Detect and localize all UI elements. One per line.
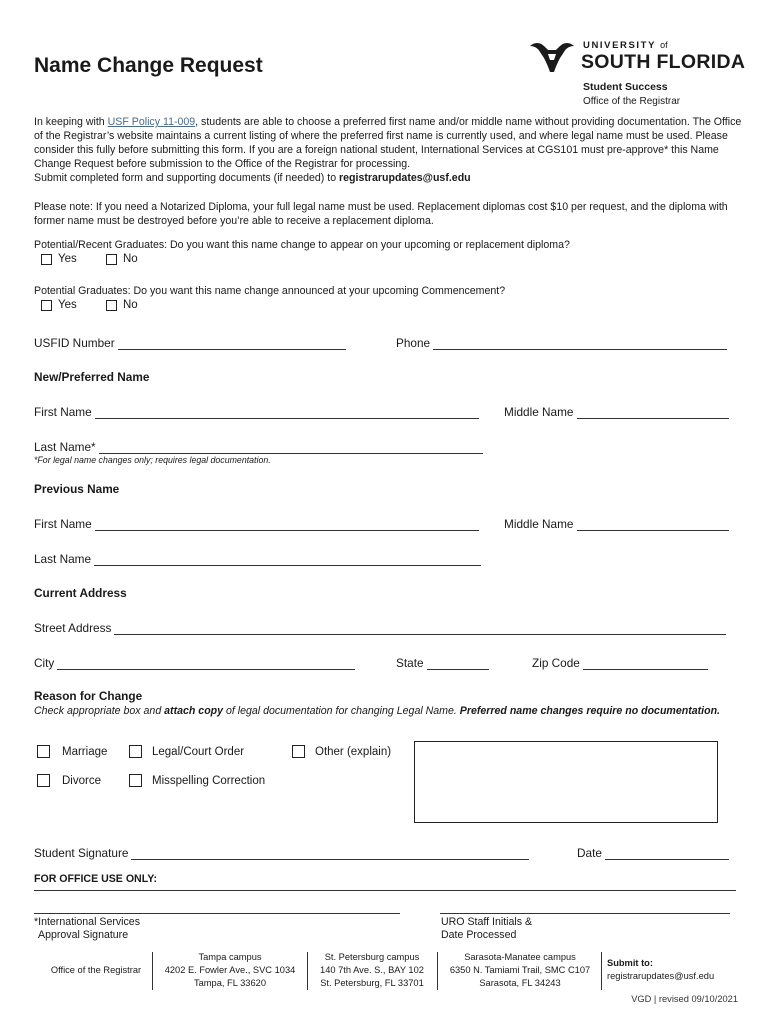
divorce-checkbox[interactable] [37, 774, 50, 787]
other-checkbox[interactable] [292, 745, 305, 758]
explain-textbox[interactable] [414, 741, 718, 823]
logo-office: Office of the Registrar [583, 96, 681, 107]
footer-divider [152, 952, 153, 990]
new-last-name-field[interactable]: Last Name* [34, 440, 483, 454]
marriage-checkbox[interactable] [37, 745, 50, 758]
office-use-divider [34, 890, 736, 891]
zip-field[interactable]: Zip Code [532, 656, 708, 670]
zip-line[interactable] [583, 658, 708, 670]
legal-name-note: *For legal name changes only; requires legal documentation. [34, 455, 271, 465]
reason-other-option[interactable]: Other (explain) [292, 745, 391, 758]
street-address-line[interactable] [114, 623, 726, 635]
page-title: Name Change Request [34, 54, 263, 77]
city-field[interactable]: City [34, 656, 355, 670]
new-first-name-line[interactable] [95, 407, 479, 419]
legal-court-checkbox[interactable] [129, 745, 142, 758]
commencement-yes-option[interactable]: Yes [41, 299, 77, 311]
diploma-question: Potential/Recent Graduates: Do you want this name change to appear on your upcoming or replacement diploma? [34, 239, 570, 251]
uro-initials-label: URO Staff Initials & Date Processed [441, 916, 533, 941]
new-middle-name-field[interactable]: Middle Name [504, 405, 729, 419]
footer-stpete: St. Petersburg campus 140 7th Ave. S., BAY 102 St. Petersburg, FL 33701 [320, 952, 424, 988]
intro-paragraph: In keeping with USF Policy 11-009, students are able to choose a preferred first name and/or middle name without providing documentation. The Office of the Registrar’s website maintains a current listing of where the preferred first name is currently used, and where legal name must be used. Please consider this fully before submitting this form. If you are a foreign national student, International Services at CGS101 must pre-approve* this Name Change Request before submission to the Office of the Registrar for processing. Submit completed form and supporting documents (if needed) to registrarupdates@usf.edu [34, 116, 742, 184]
logo-student-success: Student Success [583, 81, 668, 93]
usfid-input-line[interactable] [118, 338, 346, 350]
street-address-field[interactable]: Street Address [34, 621, 726, 635]
commencement-no-option[interactable]: No [106, 299, 138, 311]
intl-signature-line[interactable] [34, 913, 400, 914]
reason-description: Check appropriate box and attach copy of legal documentation for changing Legal Name. Preferred name changes require no documentation. [34, 705, 720, 717]
city-line[interactable] [57, 658, 355, 670]
footer-sarasota: Sarasota-Manatee campus 6350 N. Tamiami Trail, SMC C107 Sarasota, FL 34243 [449, 952, 591, 988]
commencement-yes-checkbox[interactable] [41, 300, 52, 311]
logo-south-florida: SOUTH FLORIDA [581, 51, 746, 73]
commencement-no-checkbox[interactable] [106, 300, 117, 311]
commencement-question: Potential Graduates: Do you want this name change announced at your upcoming Commencement? [34, 285, 506, 297]
reason-misspelling-option[interactable]: Misspelling Correction [129, 774, 265, 787]
footer-submit-email: registrarupdates@usf.edu [607, 971, 715, 981]
new-name-heading: New/Preferred Name [34, 370, 150, 384]
prev-first-name-line[interactable] [95, 519, 479, 531]
footer-submit: Submit to: registrarupdates@usf.edu [607, 958, 715, 981]
usf-logo [528, 38, 746, 110]
footer-divider [601, 952, 602, 990]
reason-legal-option[interactable]: Legal/Court Order [129, 745, 244, 758]
bull-horns-logo-icon [528, 40, 576, 74]
prev-first-name-field[interactable]: First Name [34, 517, 479, 531]
diploma-yes-checkbox[interactable] [41, 254, 52, 265]
prev-middle-name-field[interactable]: Middle Name [504, 517, 729, 531]
phone-input-line[interactable] [433, 338, 727, 350]
new-first-name-field[interactable]: First Name [34, 405, 479, 419]
prev-last-name-field[interactable]: Last Name [34, 552, 481, 566]
date-field[interactable]: Date [577, 846, 729, 860]
misspelling-checkbox[interactable] [129, 774, 142, 787]
reason-heading: Reason for Change [34, 689, 143, 703]
footer-tampa: Tampa campus 4202 E. Fowler Ave., SVC 1034 Tampa, FL 33620 [164, 952, 296, 988]
footer-divider [437, 952, 438, 990]
prev-middle-name-line[interactable] [577, 519, 729, 531]
state-field[interactable]: State [396, 656, 489, 670]
footer-office: Office of the Registrar [50, 965, 142, 975]
diploma-note: Please note: If you need a Notarized Diploma, your full legal name must be used. Replacement diplomas cost $10 per request, and the diploma with former name must be destroyed before you’re able to receive a replacement diploma. [34, 201, 728, 227]
policy-link[interactable]: USF Policy 11-009 [107, 116, 196, 128]
uro-initials-line[interactable] [440, 913, 730, 914]
footer-divider [307, 952, 308, 990]
prev-last-name-line[interactable] [94, 554, 481, 566]
diploma-no-option[interactable]: No [106, 253, 138, 265]
student-signature-field[interactable]: Student Signature [34, 846, 529, 860]
reason-marriage-option[interactable]: Marriage [37, 745, 107, 758]
phone-field[interactable]: Phone [396, 336, 727, 350]
submit-email: registrarupdates@usf.edu [339, 172, 471, 184]
usfid-field[interactable]: USFID Number [34, 336, 346, 350]
intl-signature-label: *International Services Approval Signature [34, 916, 140, 941]
current-address-heading: Current Address [34, 586, 127, 600]
reason-divorce-option[interactable]: Divorce [37, 774, 101, 787]
logo-university: UNIVERSITY of [583, 40, 668, 51]
new-last-name-line[interactable] [99, 442, 483, 454]
state-line[interactable] [427, 658, 489, 670]
student-signature-line[interactable] [131, 848, 529, 860]
revision-info: VGD | revised 09/10/2021 [631, 994, 738, 1004]
diploma-no-checkbox[interactable] [106, 254, 117, 265]
office-use-heading: FOR OFFICE USE ONLY: [34, 873, 158, 885]
diploma-yes-option[interactable]: Yes [41, 253, 77, 265]
previous-name-heading: Previous Name [34, 482, 120, 496]
date-line[interactable] [605, 848, 729, 860]
new-middle-name-line[interactable] [577, 407, 729, 419]
